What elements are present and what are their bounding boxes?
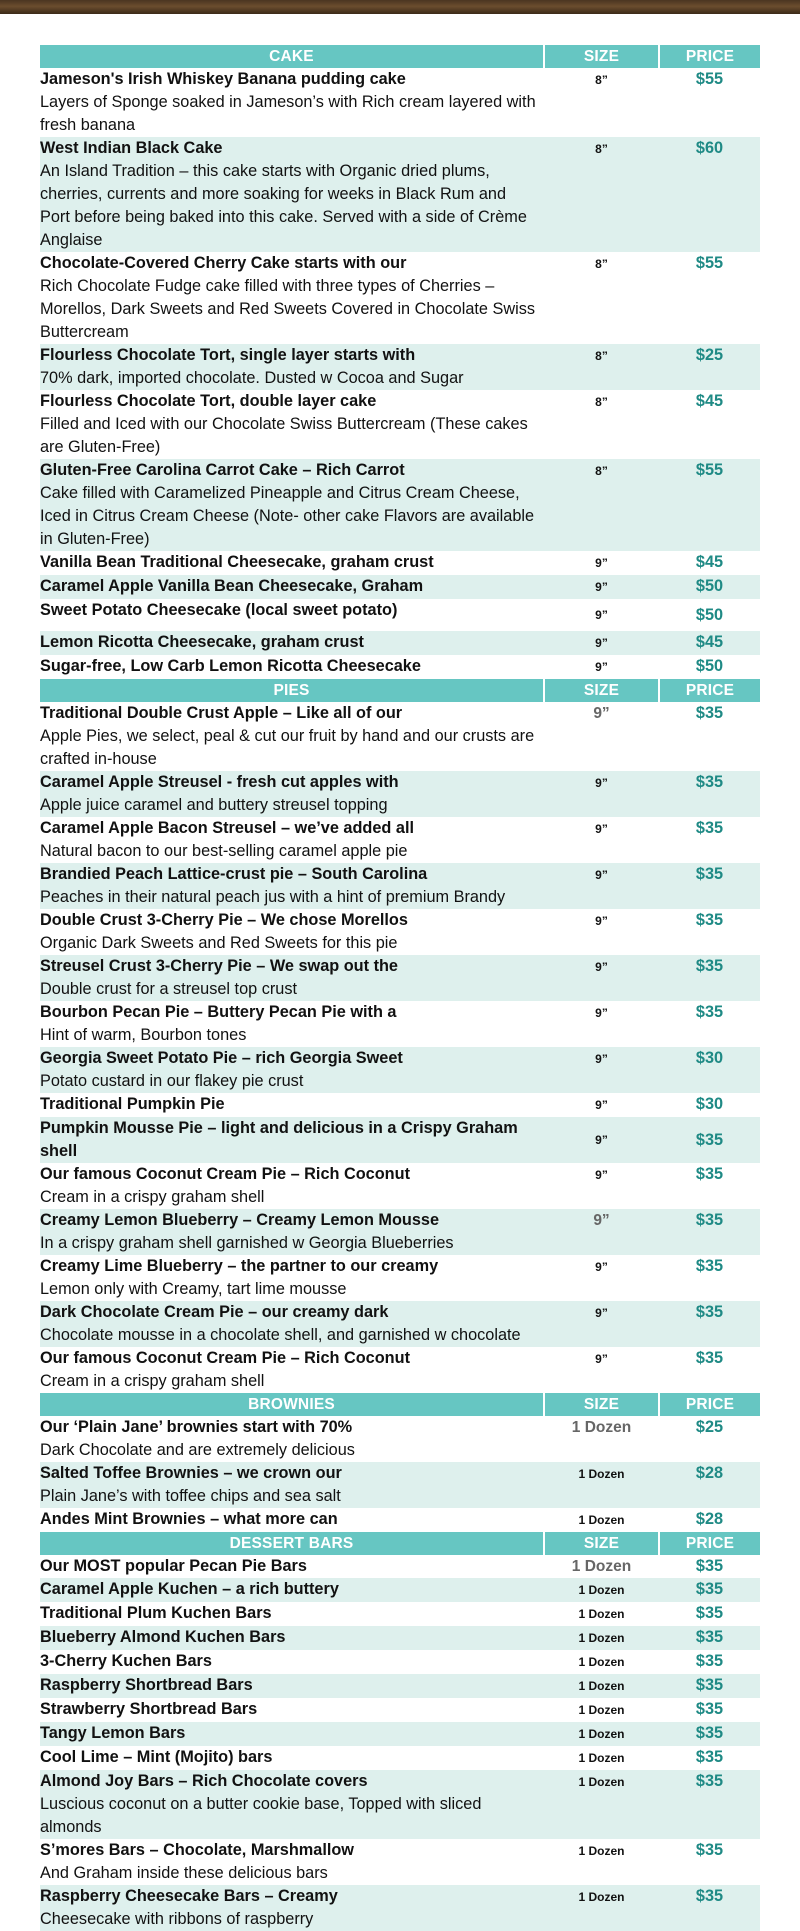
menu-item-row (40, 1722, 760, 1746)
item-name: Our MOST popular Pecan Pie Bars (40, 1557, 307, 1575)
item-size: 9” (595, 1168, 608, 1182)
item-size: 1 Dozen (544, 1885, 659, 1931)
item-size: 1 Dozen (544, 1770, 659, 1839)
item-name: Salted Toffee Brownies – we crown our (40, 1464, 342, 1482)
menu-item-row (40, 817, 760, 863)
item-name: Sugar-free, Low Carb Lemon Ricotta Cheesecake (40, 657, 421, 675)
item-description: And Graham inside these delicious bars (40, 1864, 328, 1882)
item-price: $35 (695, 1604, 724, 1622)
menu-item-row (40, 1885, 760, 1931)
item-size: 8” (595, 73, 608, 87)
item-name: Creamy Lime Blueberry – the partner to our creamy (40, 1257, 439, 1275)
menu-item-row (40, 1746, 760, 1770)
item-price: $35 (695, 1257, 724, 1275)
item-description-cell (40, 1650, 544, 1674)
item-size: 9” (544, 1209, 659, 1255)
top-decorative-band (0, 0, 800, 14)
item-size: 9” (595, 608, 608, 622)
item-price: $35 (695, 819, 724, 837)
item-price: $50 (659, 575, 760, 599)
item-name: Our famous Coconut Cream Pie – Rich Coconut (40, 1349, 410, 1367)
item-description-cell (40, 575, 544, 599)
item-description-cell (40, 817, 544, 863)
item-description-cell (40, 1626, 544, 1650)
menu-item-row (40, 390, 760, 459)
item-size: 9” (544, 771, 659, 817)
item-price: $35 (659, 1578, 760, 1602)
item-description-cell (40, 1722, 544, 1746)
menu-item-row (40, 1093, 760, 1117)
item-description-cell (40, 1698, 544, 1722)
menu-item-row (40, 1602, 760, 1626)
item-size: 1 Dozen (544, 1578, 659, 1602)
price-column-header: PRICE (659, 45, 760, 68)
item-price: $45 (695, 553, 724, 571)
item-size: 1 Dozen (578, 1655, 625, 1669)
size-column-header: SIZE (544, 1532, 659, 1555)
item-description-cell (40, 771, 544, 817)
item-price: $45 (659, 631, 760, 655)
item-size: 9” (595, 1260, 608, 1274)
item-description-cell (40, 1674, 544, 1698)
item-description: Organic Dark Sweets and Red Sweets for this pie (40, 934, 398, 952)
item-size: 8” (595, 257, 608, 271)
menu-item-row (40, 631, 760, 655)
item-size: 1 Dozen (578, 1513, 625, 1527)
item-name: West Indian Black Cake (40, 139, 223, 157)
item-description-cell (40, 1117, 544, 1163)
item-name: Tangy Lemon Bars (40, 1724, 186, 1742)
item-name: Andes Mint Brownies – what more can (40, 1510, 338, 1528)
item-name: S’mores Bars – Chocolate, Marshmallow (40, 1841, 354, 1859)
item-description: Lemon only with Creamy, tart lime mousse (40, 1280, 347, 1298)
section-title: CAKE (40, 45, 544, 68)
item-description-cell (40, 1209, 544, 1255)
item-description-cell (40, 252, 544, 344)
item-size: 9” (595, 822, 608, 836)
item-name: Double Crust 3-Cherry Pie – We chose Morellos (40, 911, 408, 929)
item-description-cell (40, 863, 544, 909)
item-description: Natural bacon to our best-selling caramel apple pie (40, 842, 408, 860)
section-header-pies (40, 679, 760, 702)
section-header-cake (40, 45, 760, 68)
item-name: Pumpkin Mousse Pie – light and delicious in a Crispy Graham shell (40, 1119, 518, 1160)
item-description: Hint of warm, Bourbon tones (40, 1026, 247, 1044)
item-price: $35 (695, 1349, 724, 1367)
item-price: $35 (695, 1652, 724, 1670)
item-description: Peaches in their natural peach jus with a hint of premium Brandy (40, 888, 506, 906)
menu-item-row (40, 1163, 760, 1209)
item-description-cell (40, 631, 544, 655)
item-price: $35 (659, 1722, 760, 1746)
item-size: 9” (595, 914, 608, 928)
menu-item-row (40, 863, 760, 909)
item-description-cell (40, 459, 544, 551)
menu-item-row (40, 551, 760, 575)
menu-item-row (40, 1578, 760, 1602)
item-description-cell (40, 68, 544, 137)
item-description: Dark Chocolate and are extremely delicious (40, 1441, 355, 1459)
item-price: $35 (659, 1301, 760, 1347)
item-description: Cake filled with Caramelized Pineapple and Citrus Cream Cheese, Iced in Citrus Cream Cheese (Note- other cake Flavors are available in Gluten-Free) (40, 484, 535, 548)
item-price: $50 (695, 605, 724, 624)
item-description-cell (40, 1462, 544, 1508)
item-price: $30 (659, 1047, 760, 1093)
item-size: 9” (595, 1352, 608, 1366)
price-column-header: PRICE (659, 679, 760, 702)
item-description-cell (40, 1301, 544, 1347)
item-size: 8” (544, 344, 659, 390)
item-description: Rich Chocolate Fudge cake filled with three types of Cherries – Morellos, Dark Sweets and Red Sweets Covered in Chocolate Swiss Buttercream (40, 277, 535, 341)
section-header-dessert-bars (40, 1532, 760, 1555)
menu-item-row (40, 955, 760, 1001)
item-description: Chocolate mousse in a chocolate shell, and garnished w chocolate (40, 1326, 521, 1344)
price-column-header: PRICE (659, 1393, 760, 1416)
item-description: Plain Jane’s with toffee chips and sea salt (40, 1487, 341, 1505)
item-price: $50 (695, 657, 724, 675)
item-size: 9” (544, 1301, 659, 1347)
item-size: 9” (593, 705, 610, 722)
item-price: $25 (695, 1418, 724, 1436)
item-name: Gluten-Free Carolina Carrot Cake – Rich Carrot (40, 461, 405, 479)
item-description: Cream in a crispy graham shell (40, 1188, 265, 1206)
item-description: An Island Tradition – this cake starts with Organic dried plums, cherries, currents and more soaking for weeks in Black Rum and Port before being baked into this cake. Served with a side of Crème Anglaise (40, 162, 527, 249)
item-price: $35 (695, 1841, 724, 1859)
item-name: Our ‘Plain Jane’ brownies start with 70% (40, 1418, 353, 1436)
item-description-cell (40, 1093, 544, 1117)
item-price: $55 (659, 459, 760, 551)
item-name: Bourbon Pecan Pie – Buttery Pecan Pie with a (40, 1003, 397, 1021)
item-name: Traditional Double Crust Apple – Like all of our (40, 704, 403, 722)
item-name: Sweet Potato Cheesecake (local sweet potato) (40, 601, 398, 619)
item-price: $35 (659, 1674, 760, 1698)
section-title: BROWNIES (40, 1393, 544, 1416)
menu-item-row (40, 1347, 760, 1393)
size-column-header: SIZE (544, 1393, 659, 1416)
item-size: 8” (595, 395, 608, 409)
size-column-header: SIZE (544, 45, 659, 68)
menu-item-row (40, 1839, 760, 1885)
item-size: 1 Dozen (571, 1558, 632, 1575)
item-price: $30 (695, 1095, 724, 1113)
item-size: 1 Dozen (578, 1844, 625, 1858)
item-description: Cream in a crispy graham shell (40, 1372, 265, 1390)
item-description-cell (40, 955, 544, 1001)
menu-item-row (40, 1301, 760, 1347)
item-name: Vanilla Bean Traditional Cheesecake, graham crust (40, 553, 434, 571)
item-description-cell (40, 655, 544, 679)
item-size: 8” (544, 459, 659, 551)
item-name: Streusel Crust 3-Cherry Pie – We swap out the (40, 957, 398, 975)
menu-item-row (40, 1255, 760, 1301)
item-name: Jameson's Irish Whiskey Banana pudding cake (40, 70, 406, 88)
item-description-cell (40, 1347, 544, 1393)
item-price: $55 (695, 254, 724, 272)
item-name: Brandied Peach Lattice-crust pie – South Carolina (40, 865, 428, 883)
item-price: $35 (659, 1117, 760, 1163)
item-description-cell (40, 1602, 544, 1626)
item-description: Filled and Iced with our Chocolate Swiss Buttercream (These cakes are Gluten-Free) (40, 415, 528, 456)
menu-item-row (40, 344, 760, 390)
size-column-header: SIZE (544, 679, 659, 702)
item-description-cell (40, 1885, 544, 1931)
item-price: $28 (695, 1510, 724, 1528)
item-name: Traditional Plum Kuchen Bars (40, 1604, 272, 1622)
item-name: Flourless Chocolate Tort, double layer cake (40, 392, 377, 410)
item-description: Potato custard in our flakey pie crust (40, 1072, 304, 1090)
section-header-brownies (40, 1393, 760, 1416)
item-name: Georgia Sweet Potato Pie – rich Georgia Sweet (40, 1049, 403, 1067)
item-description-cell (40, 1416, 544, 1462)
menu-item-row (40, 702, 760, 771)
item-size: 9” (595, 556, 608, 570)
price-column-header: PRICE (659, 1532, 760, 1555)
item-price: $35 (695, 1700, 724, 1718)
item-price: $35 (659, 1626, 760, 1650)
item-name: Caramel Apple Streusel - fresh cut apples with (40, 773, 399, 791)
menu-item-row (40, 1698, 760, 1722)
item-name: Our famous Coconut Cream Pie – Rich Coconut (40, 1165, 410, 1183)
item-price: $35 (695, 1557, 724, 1575)
item-name: Caramel Apple Bacon Streusel – we’ve added all (40, 819, 415, 837)
menu-item-row (40, 1001, 760, 1047)
menu-item-row (40, 1674, 760, 1698)
menu-item-row (40, 1047, 760, 1093)
item-name: 3-Cherry Kuchen Bars (40, 1652, 212, 1670)
item-size: 1 Dozen (544, 1722, 659, 1746)
item-size: 1 Dozen (571, 1419, 632, 1436)
menu-item-row (40, 252, 760, 344)
menu-item-row (40, 599, 760, 631)
item-price: $35 (695, 911, 724, 929)
item-name: Chocolate-Covered Cherry Cake starts with our (40, 254, 407, 272)
section-title: PIES (40, 679, 544, 702)
item-description-cell (40, 1001, 544, 1047)
item-description-cell (40, 137, 544, 252)
item-description-cell (40, 390, 544, 459)
item-name: Almond Joy Bars – Rich Chocolate covers (40, 1772, 368, 1790)
item-price: $45 (695, 392, 724, 410)
item-price: $28 (659, 1462, 760, 1508)
item-price: $60 (659, 137, 760, 252)
item-size: 9” (595, 1006, 608, 1020)
menu-item-row (40, 655, 760, 679)
item-size: 9” (595, 1098, 608, 1112)
item-description-cell (40, 1555, 544, 1578)
menu-item-row (40, 909, 760, 955)
item-price: $35 (659, 1885, 760, 1931)
item-name: Cool Lime – Mint (Mojito) bars (40, 1748, 273, 1766)
item-name: Dark Chocolate Cream Pie – our creamy dark (40, 1303, 389, 1321)
item-price: $55 (695, 70, 724, 88)
item-description-cell (40, 1508, 544, 1532)
item-description-cell (40, 551, 544, 575)
item-price: $35 (659, 1770, 760, 1839)
item-name: Traditional Pumpkin Pie (40, 1095, 225, 1113)
item-name: Lemon Ricotta Cheesecake, graham crust (40, 633, 364, 651)
item-name: Flourless Chocolate Tort, single layer starts with (40, 346, 416, 364)
menu-item-row (40, 1416, 760, 1462)
menu-item-row (40, 1117, 760, 1163)
item-description-cell (40, 1047, 544, 1093)
item-size: 1 Dozen (544, 1462, 659, 1508)
item-size: 1 Dozen (578, 1751, 625, 1765)
item-description: Luscious coconut on a butter cookie base, Topped with sliced almonds (40, 1795, 482, 1836)
menu-item-row (40, 1209, 760, 1255)
item-description-cell (40, 909, 544, 955)
item-name: Caramel Apple Vanilla Bean Cheesecake, Graham (40, 577, 424, 595)
item-description-cell (40, 702, 544, 771)
item-price: $25 (659, 344, 760, 390)
item-description-cell (40, 1746, 544, 1770)
item-price: $35 (695, 704, 724, 722)
item-price: $35 (659, 771, 760, 817)
item-size: 9” (544, 955, 659, 1001)
dessert-menu-table (40, 45, 760, 1931)
item-description-cell (40, 1770, 544, 1839)
item-size: 9” (544, 631, 659, 655)
item-description: Double crust for a streusel top crust (40, 980, 297, 998)
item-price: $35 (695, 1003, 724, 1021)
menu-item-row (40, 771, 760, 817)
item-size: 9” (595, 660, 608, 674)
item-size: 9” (544, 575, 659, 599)
item-name: Creamy Lemon Blueberry – Creamy Lemon Mousse (40, 1211, 440, 1229)
item-description-cell (40, 1839, 544, 1885)
item-description-cell (40, 1163, 544, 1209)
item-name: Caramel Apple Kuchen – a rich buttery (40, 1580, 339, 1598)
menu-item-row (40, 137, 760, 252)
section-title: DESSERT BARS (40, 1532, 544, 1555)
item-price: $35 (659, 863, 760, 909)
item-description: Layers of Sponge soaked in Jameson’s with Rich cream layered with fresh banana (40, 93, 536, 134)
item-description: 70% dark, imported chocolate. Dusted w Cocoa and Sugar (40, 369, 464, 387)
item-name: Raspberry Shortbread Bars (40, 1676, 253, 1694)
menu-item-row (40, 1462, 760, 1508)
item-price: $35 (659, 955, 760, 1001)
item-description-cell (40, 1255, 544, 1301)
menu-item-row (40, 1626, 760, 1650)
item-size: 9” (544, 863, 659, 909)
item-size: 8” (544, 137, 659, 252)
menu-item-row (40, 1770, 760, 1839)
item-description: Apple Pies, we select, peal & cut our fruit by hand and our crusts are crafted in-house (40, 727, 535, 768)
item-name: Blueberry Almond Kuchen Bars (40, 1628, 286, 1646)
item-size: 9” (544, 1117, 659, 1163)
item-size: 1 Dozen (578, 1607, 625, 1621)
item-name: Strawberry Shortbread Bars (40, 1700, 258, 1718)
menu-item-row (40, 1650, 760, 1674)
item-price: $35 (695, 1165, 724, 1183)
item-description-cell (40, 1578, 544, 1602)
menu-item-row (40, 1508, 760, 1532)
menu-item-row (40, 1555, 760, 1578)
menu-item-row (40, 459, 760, 551)
item-size: 9” (544, 1047, 659, 1093)
item-description: Cheesecake with ribbons of raspberry (40, 1910, 314, 1928)
item-description: In a crispy graham shell garnished w Georgia Blueberries (40, 1234, 454, 1252)
item-size: 1 Dozen (544, 1626, 659, 1650)
item-size: 1 Dozen (578, 1703, 625, 1717)
item-price: $35 (659, 1209, 760, 1255)
item-description-cell (40, 344, 544, 390)
menu-item-row (40, 575, 760, 599)
item-description-cell (40, 599, 544, 631)
menu-item-row (40, 68, 760, 137)
item-description: Apple juice caramel and buttery streusel topping (40, 796, 388, 814)
item-price: $35 (695, 1748, 724, 1766)
item-size: 1 Dozen (544, 1674, 659, 1698)
item-name: Raspberry Cheesecake Bars – Creamy (40, 1887, 338, 1905)
